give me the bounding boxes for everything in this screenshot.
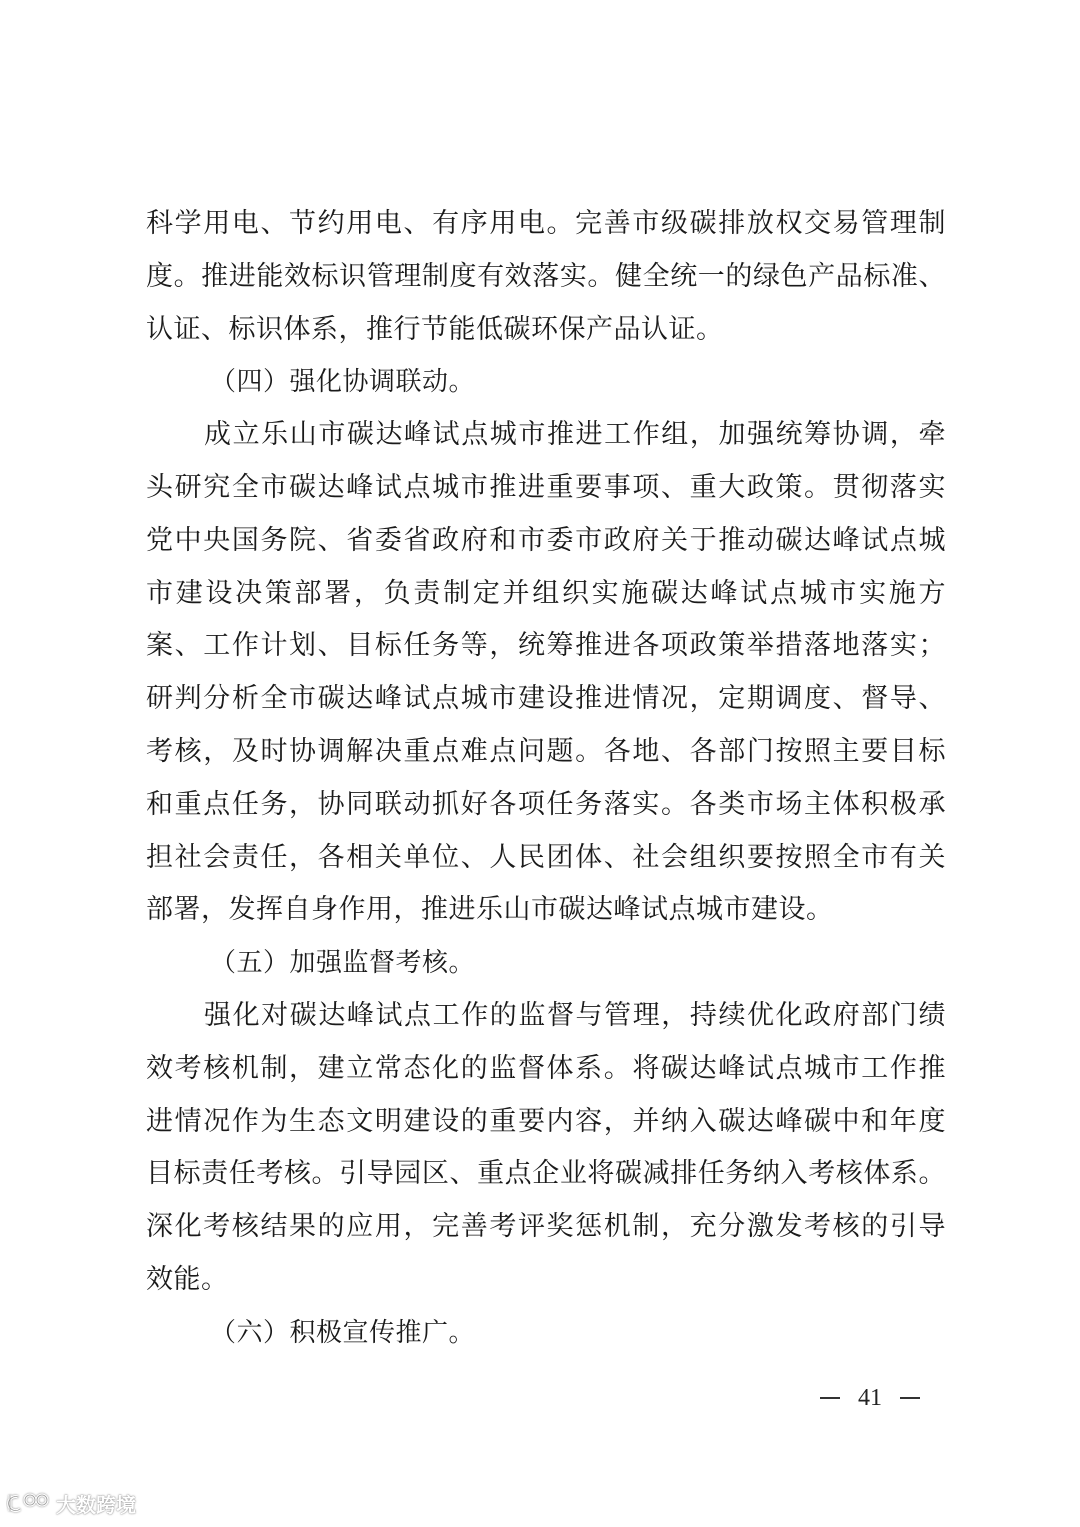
brand-text: 大数跨境 bbox=[56, 1492, 136, 1517]
text-line: 深化考核结果的应用，完善考评奖惩机制，充分激发考核的引导 bbox=[146, 1211, 946, 1243]
text-line: 效能。 bbox=[146, 1263, 229, 1295]
text-line: 研判分析全市碳达峰试点城市建设推进情况，定期调度、督导、 bbox=[146, 683, 946, 715]
text-line: 考核，及时协调解决重点难点问题。各地、各部门按照主要目标 bbox=[146, 735, 946, 767]
text-line: 成立乐山市碳达峰试点城市推进工作组，加强统筹协调，牵 bbox=[204, 419, 946, 451]
watermark bbox=[6, 1490, 136, 1516]
text-line: 认证、标识体系，推行节能低碳环保产品认证。 bbox=[146, 313, 724, 345]
text-line: 案、工作计划、目标任务等，统筹推进各项政策举措落地落实； bbox=[146, 630, 946, 662]
text-line: 市建设决策部署，负责制定并组织实施碳达峰试点城市实施方 bbox=[146, 577, 946, 609]
text-line: 担社会责任，各相关单位、人民团体、社会组织要按照全市有关 bbox=[146, 841, 946, 873]
text-line: 度。推进能效标识管理制度有效落实。健全统一的绿色产品标准、 bbox=[146, 260, 946, 292]
section-heading-5: （五）加强监督考核。 bbox=[210, 948, 476, 979]
document-body bbox=[146, 198, 946, 1360]
text-line: 头研究全市碳达峰试点城市推进重要事项、重大政策。贯彻落实 bbox=[146, 471, 946, 503]
brand-logo-icon bbox=[6, 1491, 50, 1515]
section-heading-6: （六）积极宣传推广。 bbox=[210, 1317, 476, 1348]
dash-right bbox=[900, 1397, 920, 1399]
section-heading-4: （四）强化协调联动。 bbox=[210, 367, 476, 398]
text-line: 强化对碳达峰试点工作的监督与管理，持续优化政府部门绩 bbox=[204, 999, 946, 1031]
text-line: 进情况作为生态文明建设的重要内容，并纳入碳达峰碳中和年度 bbox=[146, 1105, 946, 1137]
text-line: 部署，发挥自身作用，推进乐山市碳达峰试点城市建设。 bbox=[146, 894, 834, 926]
dash-left bbox=[820, 1397, 840, 1399]
text-line: 和重点任务，协同联动抓好各项任务落实。各类市场主体积极承 bbox=[146, 788, 946, 820]
text-line: 效考核机制，建立常态化的监督体系。将碳达峰试点城市工作推 bbox=[146, 1052, 946, 1084]
page-number-value: 41 bbox=[858, 1384, 882, 1411]
text-line: 科学用电、节约用电、有序用电。完善市级碳排放权交易管理制 bbox=[146, 208, 946, 239]
text-line: 目标责任考核。引导园区、重点企业将碳减排任务纳入考核体系。 bbox=[146, 1158, 946, 1190]
page-number bbox=[820, 1378, 920, 1418]
text-line: 党中央国务院、省委省政府和市委市政府关于推动碳达峰试点城 bbox=[146, 524, 946, 556]
